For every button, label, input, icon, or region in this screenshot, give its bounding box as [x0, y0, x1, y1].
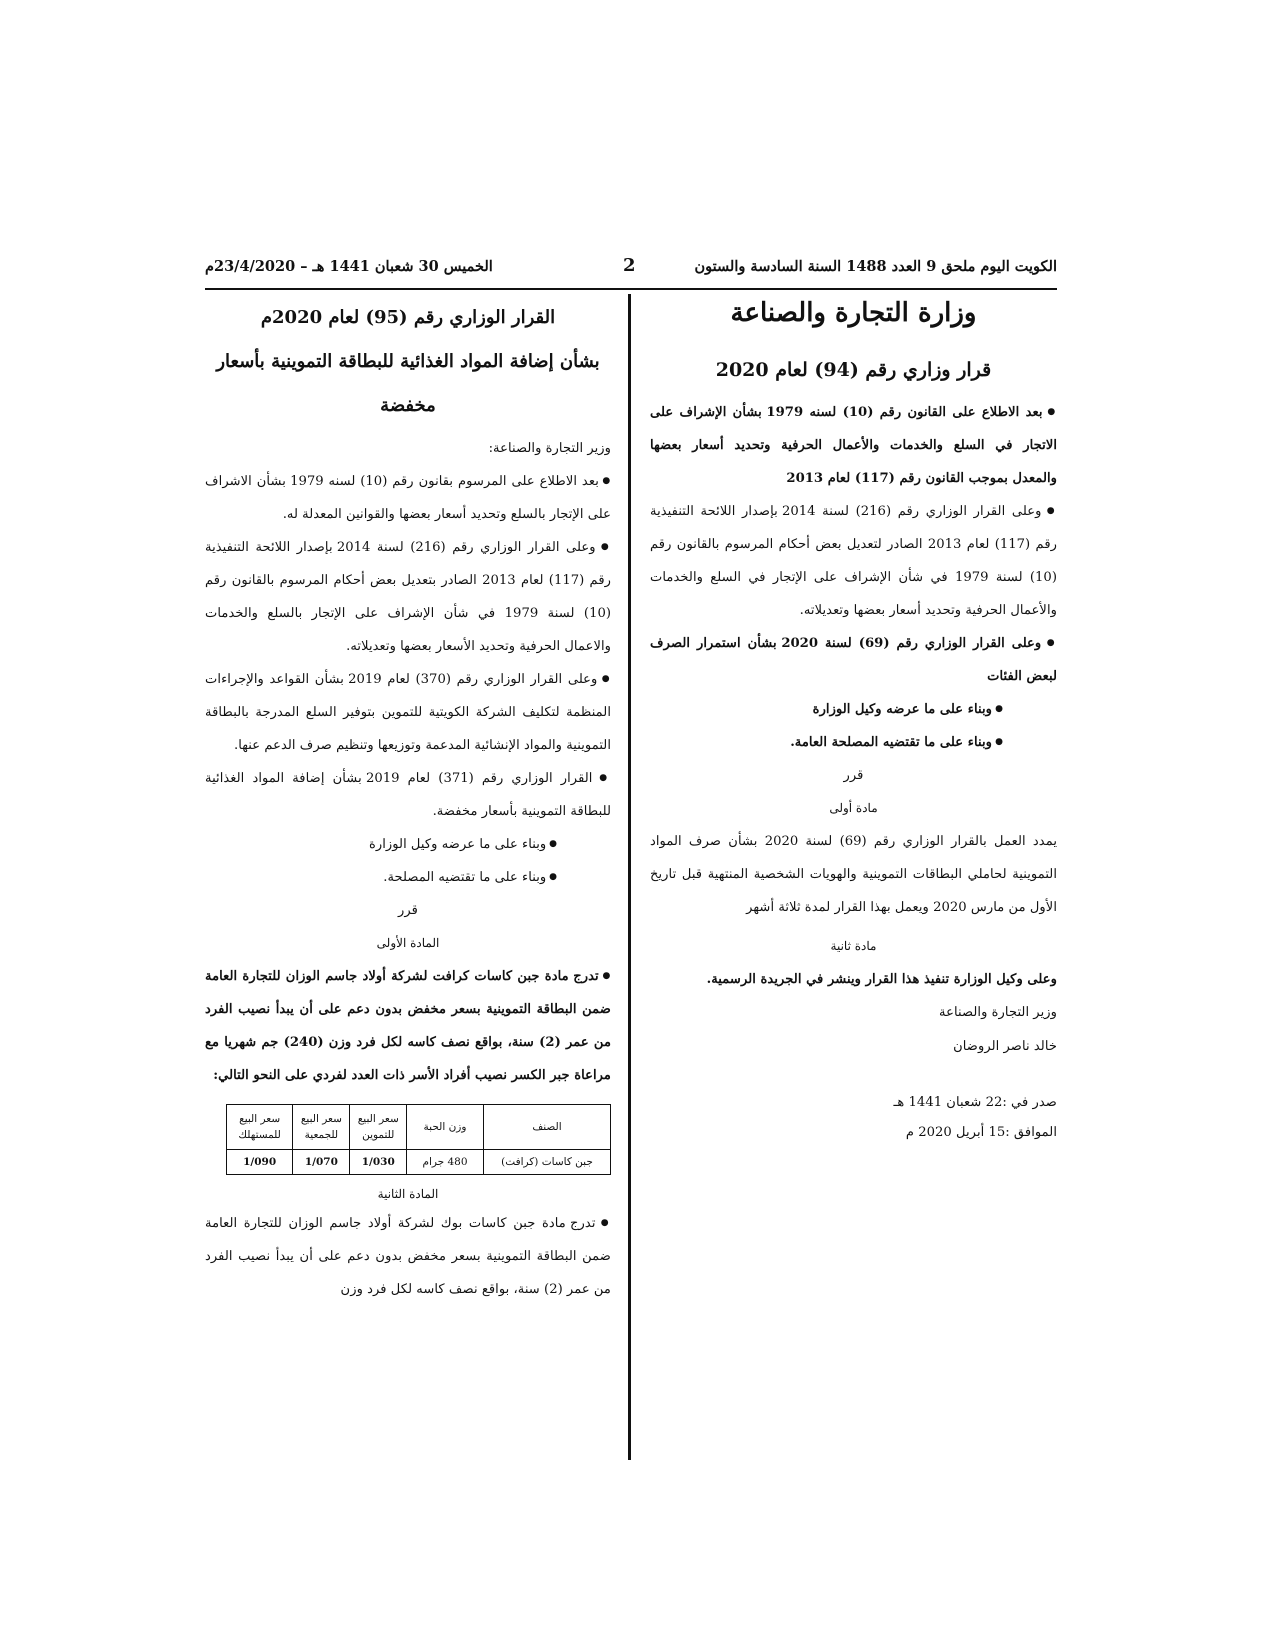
table-cell: 1/070 — [293, 1150, 350, 1175]
table-cell: 480 جرام — [407, 1150, 484, 1175]
decision-95-subject-line-1: بشأن إضافة المواد الغذائية للبطاقة التموينية بأسعار — [216, 351, 600, 372]
minister-line: وزير التجارة والصناعة: — [488, 441, 611, 456]
preamble-item: ● وبناء على ما تقتضيه المصلحة. — [205, 861, 611, 894]
article-1-heading: مادة أولى — [829, 801, 878, 815]
issue-date-block — [650, 1086, 1057, 1147]
left-column — [205, 296, 611, 1306]
article-2-text: ● تدرج مادة جبن كاسات بوك لشركة أولاد جاسم الوزان للتجارة العامة ضمن البطاقة التموينية بسعر مخفض بدون دعم على أن يبدأ نصيب الفرد من عمر (2) سنة، بواقع نصف كاسه لكل فرد وزن — [205, 1207, 611, 1306]
preamble-item: ● وعلى القرار الوزاري رقم (216) لسنة 2014 بإصدار اللائحة التنفيذية رقم (117) لعام 2013 الصادر لتعديل بعض أحكام المرسوم بالقانون رقم (10) لسنة 1979 في شأن الإشراف على الإتجار في السلع والخدمات والأعمال الحرفية وتحديد أسعار بعضها وتعديلاته. — [650, 495, 1057, 627]
article-2-heading: المادة الثانية — [377, 1187, 439, 1201]
running-header — [205, 255, 1057, 282]
header-issue-info: الكويت اليوم ملحق 9 العدد 1488 السنة السادسة والستون — [694, 258, 1057, 275]
preamble-item: ● وبناء على ما تقتضيه المصلحة العامة. — [650, 726, 1057, 759]
signature-block — [650, 996, 1057, 1064]
decision-95-subject-line-2: مخفضة — [380, 395, 436, 416]
price-table — [226, 1104, 611, 1175]
preamble-item: ● بعد الاطلاع على المرسوم بقانون رقم (10) لسنه 1979 بشأن الاشراف على الإتجار بالسلع وتحديد أسعار بعضها والقوانين المعدلة له. — [205, 465, 611, 531]
right-column — [650, 296, 1057, 1147]
decision-95-title: القرار الوزاري رقم (95) لعام 2020م — [260, 307, 556, 328]
decided-heading: قرر — [843, 768, 864, 783]
preamble-item: ● بعد الاطلاع على القانون رقم (10) لسنه 1979 بشأن الإشراف على الاتجار في السلع والخدمات والأعمال الحرفية وتحديد أسعار بعضها والمعدل بموجب القانون رقم (117) لعام 2013 — [650, 396, 1057, 495]
decided-heading: قرر — [398, 903, 418, 918]
preamble-item: ● وعلى القرار الوزاري رقم (216) لسنة 2014 بإصدار اللائحة التنفيذية رقم (117) لعام 2013 الصادر بتعديل بعض أحكام المرسوم بالقانون رقم (10) لسنة 1979 في شأن الإشراف على الإتجار بالسلع والخدمات والاعمال الحرفية وتحديد الأسعار بعضها وتعديلاته. — [205, 531, 611, 663]
table-header-cell: سعر البيع للتموين — [350, 1105, 407, 1150]
decision-94-title: قرار وزاري رقم (94) لعام 2020 — [715, 359, 992, 381]
ministry-title: وزارة التجارة والصناعة — [730, 298, 977, 328]
page-number: 2 — [623, 255, 636, 276]
corresponding-date: الموافق :15 أبريل 2020 م — [905, 1125, 1057, 1140]
issued-date: صدر في :22 شعبان 1441 هـ — [893, 1095, 1057, 1110]
table-cell: 1/030 — [350, 1150, 407, 1175]
table-header-cell: سعر البيع للمستهلك — [227, 1105, 293, 1150]
header-date: الخميس 30 شعبان 1441 هـ – 23/4/2020م — [205, 258, 493, 275]
signatory-title: وزير التجارة والصناعة — [939, 1005, 1057, 1020]
article-2-text: وعلى وكيل الوزارة تنفيذ هذا القرار وينشر في الجريدة الرسمية. — [706, 972, 1057, 987]
table-cell: جبن كاسات (كرافت) — [484, 1150, 611, 1175]
header-rule — [205, 288, 1057, 290]
article-1-heading: المادة الأولى — [376, 936, 440, 950]
preamble-item: ● وبناء على ما عرضه وكيل الوزارة — [205, 828, 611, 861]
table-header-cell: الصنف — [484, 1105, 611, 1150]
preamble-item: ● وعلى القرار الوزاري رقم (69) لسنة 2020 بشأن استمرار الصرف لبعض الفئات — [650, 627, 1057, 693]
article-1-text: ● تدرج مادة جبن كاسات كرافت لشركة أولاد جاسم الوزان للتجارة العامة ضمن البطاقة التموينية بسعر مخفض بدون دعم على أن يبدأ نصيب الفرد من عمر (2) سنة، بواقع نصف كاسه لكل فرد وزن (240) جم شهريا مع مراعاة جبر الكسر نصيب أفراد الأسر ذات العدد لفردي على النحو التالي: — [205, 960, 611, 1092]
table-header-row — [227, 1105, 611, 1150]
article-1-text: يمدد العمل بالقرار الوزاري رقم (69) لسنة 2020 بشأن صرف المواد التموينية لحاملي البطاقات التموينية والهويات الشخصية المنتهية قبل تاريخ الأول من مارس 2020 ويعمل بهذا القرار لمدة ثلاثة أشهر — [650, 834, 1057, 915]
article-2-heading: مادة ثانية — [830, 939, 877, 953]
table-row — [227, 1150, 611, 1175]
table-cell: 1/090 — [227, 1150, 293, 1175]
preamble-item: ● وعلى القرار الوزاري رقم (370) لعام 2019 بشأن القواعد والإجراءات المنظمة لتكليف الشركة الكويتية للتموين بتوفير السلع المدرجة بالبطاقة التموينية والمواد الإنشائية المدعمة وتوزيعها وتنظيم صرف الدعم عنها. — [205, 663, 611, 762]
table-header-cell: وزن الحبة — [407, 1105, 484, 1150]
column-divider — [628, 294, 631, 1460]
preamble-item: ● وبناء على ما عرضه وكيل الوزارة — [650, 693, 1057, 726]
table-header-cell: سعر البيع للجمعية — [293, 1105, 350, 1150]
signatory-name: خالد ناصر الروضان — [953, 1039, 1057, 1054]
preamble-item: ● القرار الوزاري رقم (371) لعام 2019 بشأن إضافة المواد الغذائية للبطاقة التموينية بأسعار مخفضة. — [205, 762, 611, 828]
